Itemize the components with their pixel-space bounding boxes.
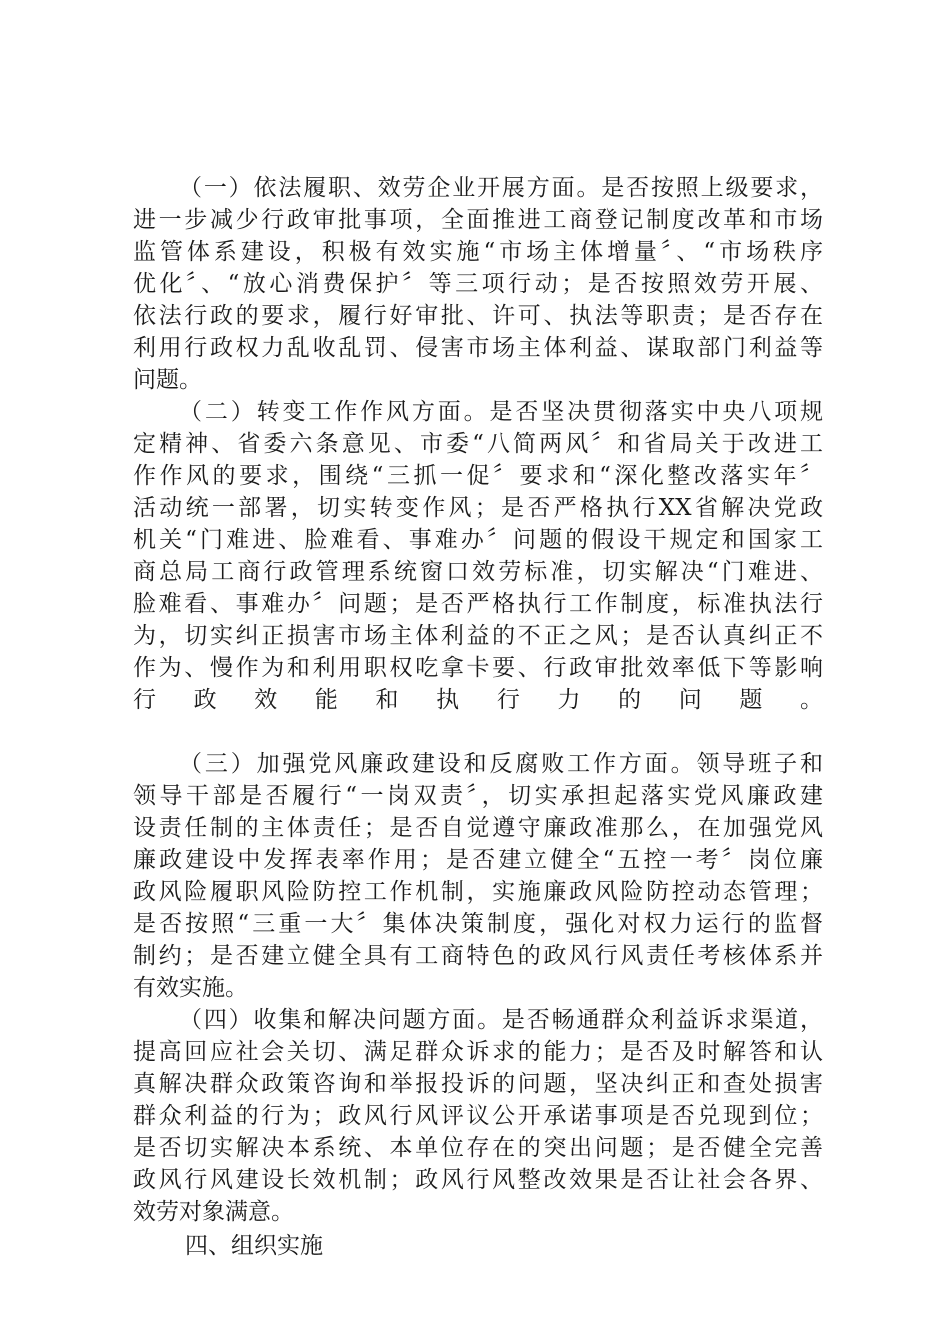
paragraph-line: 廉政建设中发挥表率作用；是否建立健全“五控一考〞岗位廉 (133, 847, 823, 873)
paragraph-4 (133, 1004, 823, 1228)
paragraph-line: （三）加强党风廉政建设和反腐败工作方面。领导班子和 (179, 751, 823, 777)
paragraph-line: 依法行政的要求，履行好审批、许可、执法等职责；是否存在 (133, 303, 823, 329)
paragraph-line: 机关“门难进、脸难看、事难办〞问题的假设干规定和国家工 (133, 527, 823, 553)
paragraph-line: 行政效能和执行力的问题。 (133, 687, 823, 713)
paragraph-line: 设责任制的主体责任；是否自觉遵守廉政准那么，在加强党风 (133, 815, 823, 841)
paragraph-3 (133, 748, 823, 1004)
paragraph-line: 活动统一部署，切实转变作风；是否严格执行XX省解决党政 (133, 495, 823, 521)
paragraph-line: 进一步减少行政审批事项，全面推进工商登记制度改革和市场 (133, 207, 823, 233)
paragraph-line: 是否按照“三重一大〞集体决策制度，强化对权力运行的监督 (133, 911, 823, 937)
paragraph-line: 制约；是否建立健全具有工商特色的政风行风责任考核体系并 (133, 943, 823, 969)
paragraph-line: 优化〞、“放心消费保护〞等三项行动；是否按照效劳开展、 (133, 271, 823, 297)
paragraph-line: 问题。 (133, 367, 202, 393)
paragraph-line: 脸难看、事难办〞问题；是否严格执行工作制度，标准执法行 (133, 591, 823, 617)
paragraph-line: 政风险履职风险防控工作机制，实施廉政风险防控动态管理； (133, 879, 823, 905)
paragraph-line: 为，切实纠正损害市场主体利益的不正之风；是否认真纠正不 (133, 623, 823, 649)
paragraph-line: 领导干部是否履行“一岗双责〞，切实承担起落实党风廉政建 (133, 783, 823, 809)
section-heading: 四、组织实施 (185, 1233, 323, 1259)
paragraph-line: 商总局工商行政管理系统窗口效劳标准，切实解决“门难进、 (133, 559, 823, 585)
paragraph-line: 是否切实解决本系统、本单位存在的突出问题；是否健全完善 (133, 1135, 823, 1161)
paragraph-line: （一）依法履职、效劳企业开展方面。是否按照上级要求， (179, 175, 823, 201)
paragraph-line (133, 716, 823, 748)
paragraph-line: 定精神、省委六条意见、市委“八简两风〞和省局关于改进工 (133, 431, 823, 457)
paragraph-line: 作作风的要求，围绕“三抓一促〞要求和“深化整改落实年〞 (133, 463, 823, 489)
paragraph-line: 有效实施。 (133, 975, 248, 1001)
paragraph-1 (133, 172, 823, 396)
paragraph-line: 作为、慢作为和利用职权吃拿卡要、行政审批效率低下等影响 (133, 655, 823, 681)
paragraph-line: 政风行风建设长效机制；政风行风整改效果是否让社会各界、 (133, 1167, 823, 1193)
paragraph-line: 监管体系建设，积极有效实施“市场主体增量〞、“市场秩序 (133, 239, 823, 265)
paragraph-line: （二）转变工作作风方面。是否坚决贯彻落实中央八项规 (179, 399, 823, 425)
paragraph-line: （四）收集和解决问题方面。是否畅通群众利益诉求渠道， (179, 1007, 823, 1033)
paragraph-line: 利用行政权力乱收乱罚、侵害市场主体利益、谋取部门利益等 (133, 335, 823, 361)
document-body (133, 172, 823, 1262)
paragraph-2 (133, 396, 823, 748)
paragraph-line: 真解决群众政策咨询和举报投诉的问题，坚决纠正和查处损害 (133, 1071, 823, 1097)
paragraph-line: 提高回应社会关切、满足群众诉求的能力；是否及时解答和认 (133, 1039, 823, 1065)
paragraph-line: 效劳对象满意。 (133, 1199, 294, 1225)
paragraph-line: 群众利益的行为；政风行风评议公开承诺事项是否兑现到位； (133, 1103, 823, 1129)
